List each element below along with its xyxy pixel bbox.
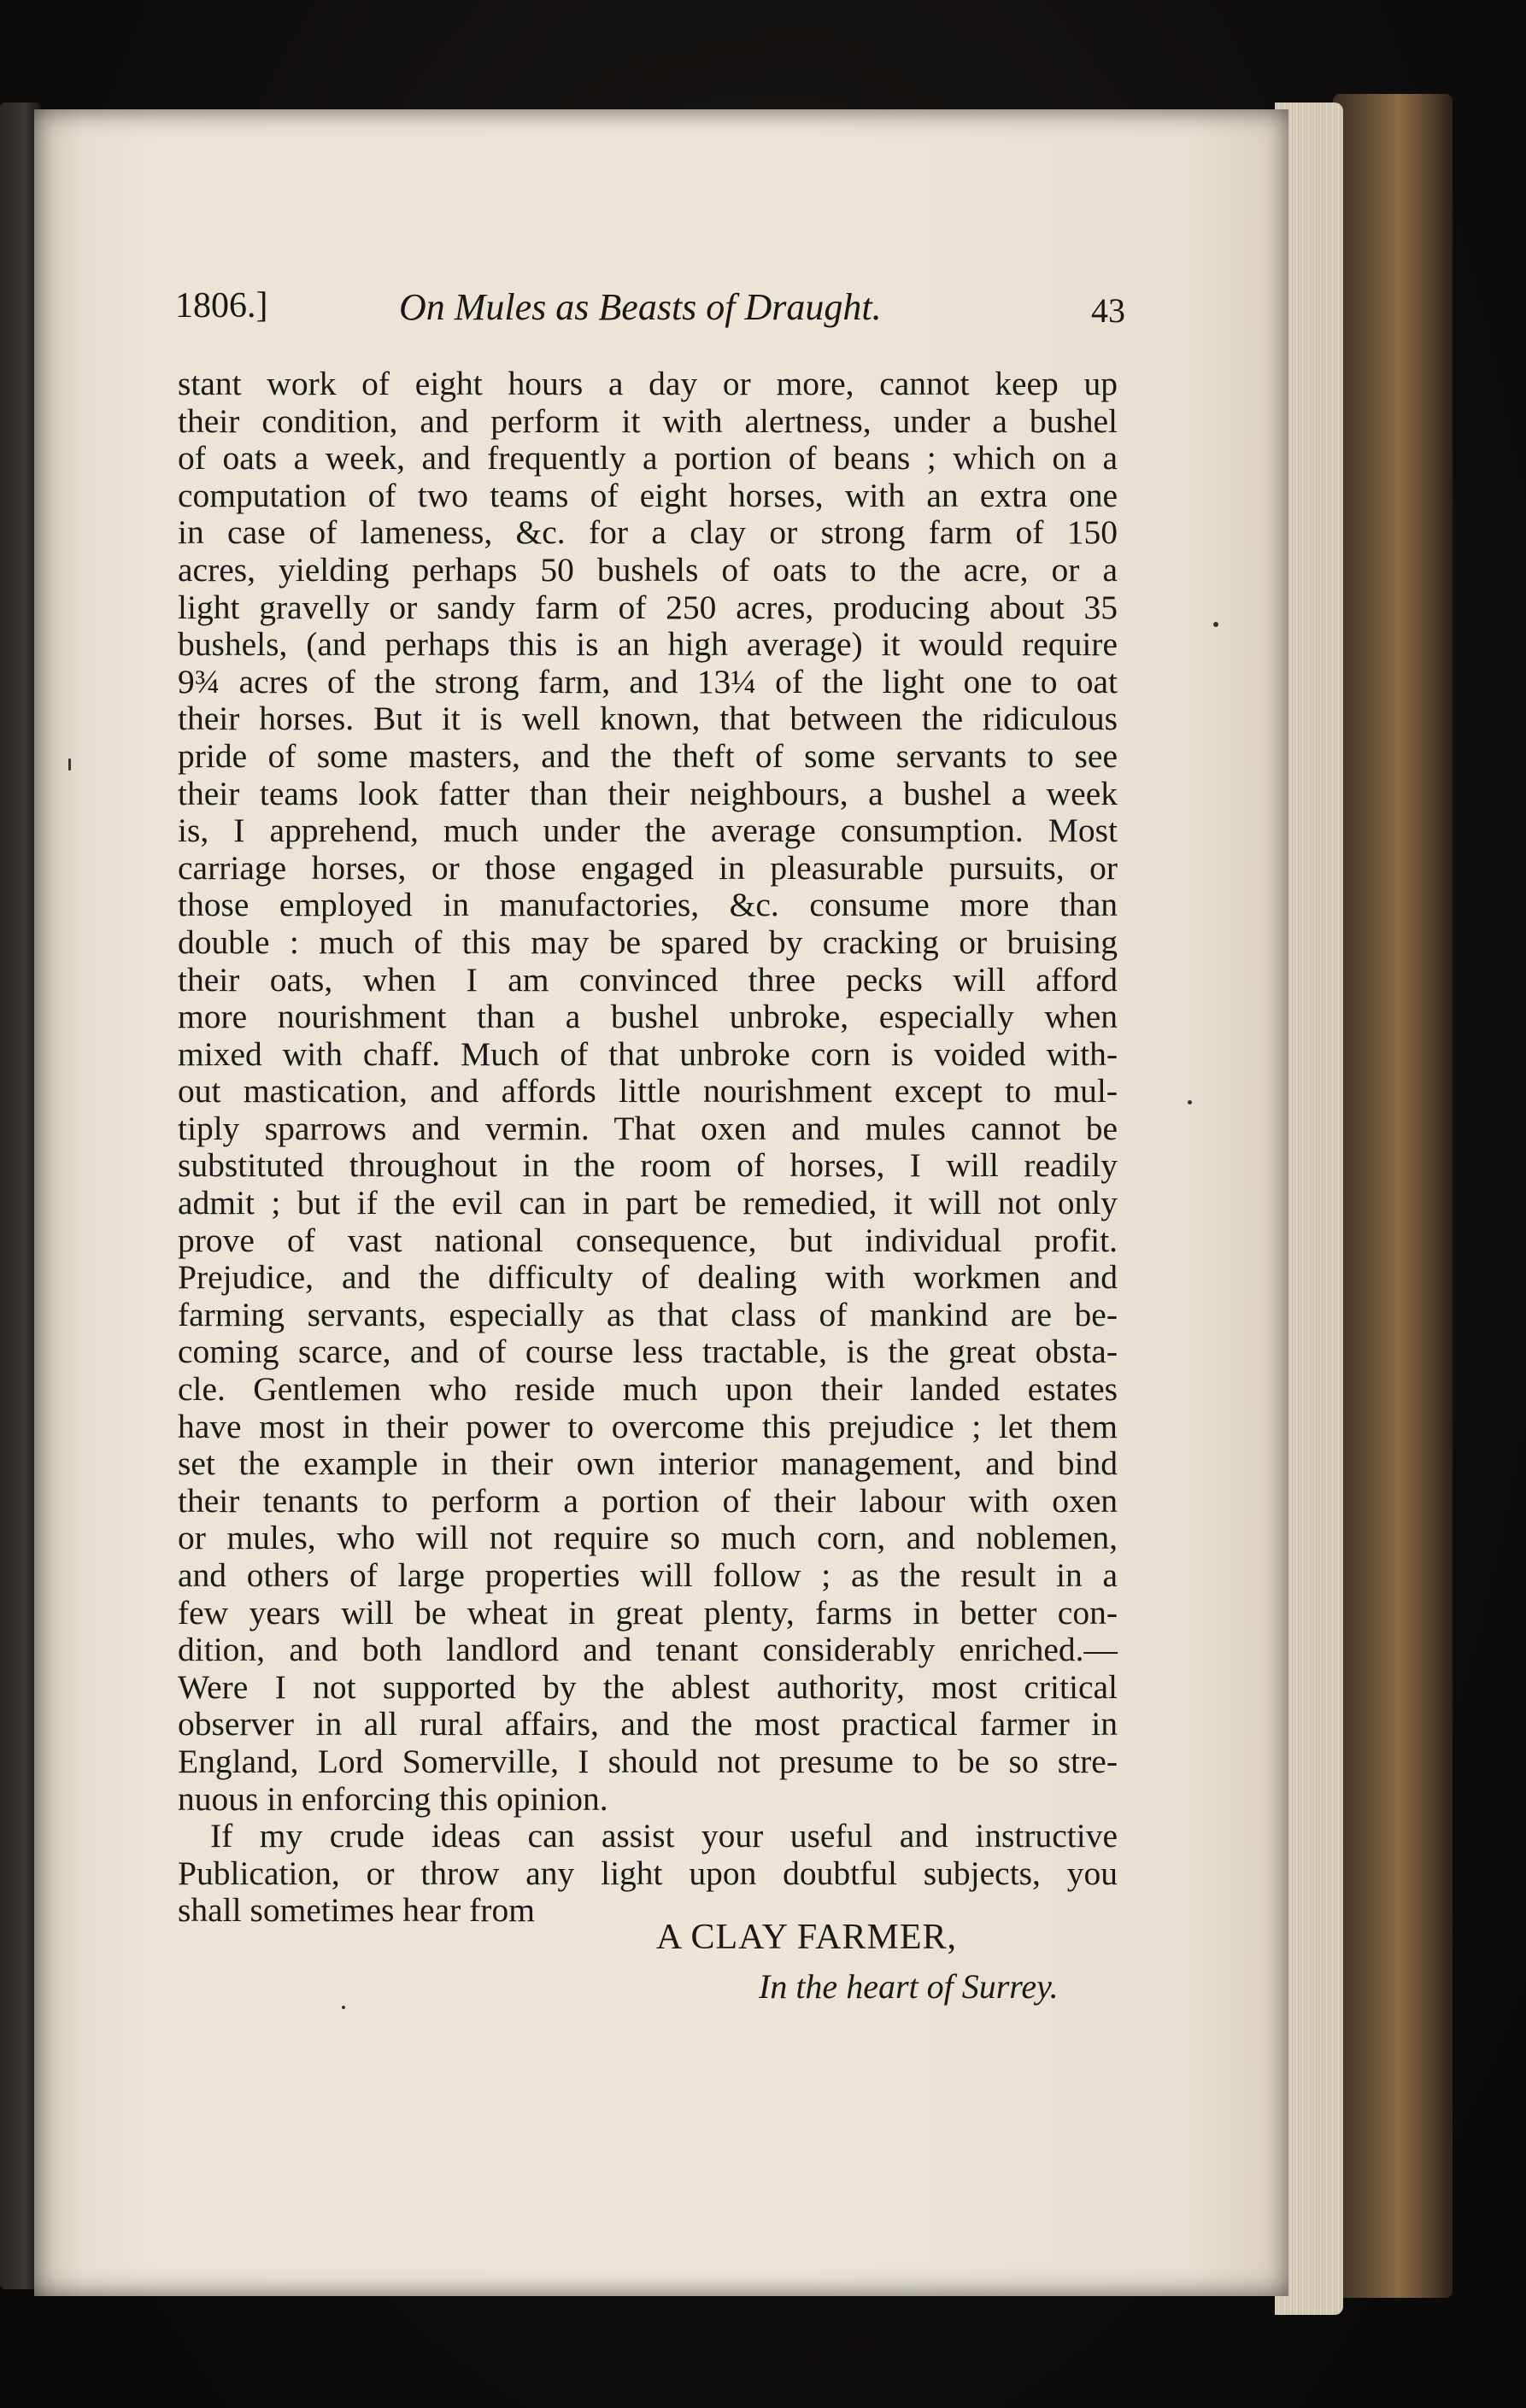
text-line: few years will be wheat in great plenty, farms in better con-: [178, 1593, 1118, 1632]
running-head-title: On Mules as Beasts of Draught.: [399, 286, 882, 328]
text-line: substituted throughout in the room of horses, I will readily: [178, 1146, 1118, 1185]
paper-speck: [1213, 622, 1218, 627]
text-line: admit ; but if the evil can in part be remedied, it will not only: [178, 1184, 1118, 1222]
text-line: mixed with chaff. Much of that unbroke corn is voided with-: [178, 1034, 1118, 1073]
text-line: and others of large properties will follow ; as the result in a: [178, 1556, 1118, 1594]
text-line: If my crude ideas can assist your useful and instructive: [210, 1817, 1118, 1855]
text-line: or mules, who will not require so much corn, and noblemen,: [178, 1519, 1118, 1557]
text-line: farming servants, especially as that class of mankind are be-: [178, 1295, 1118, 1333]
text-line: their condition, and perform it with alertness, under a bushel: [178, 401, 1118, 440]
running-head-year: 1806.]: [175, 286, 268, 325]
text-line: shall sometimes hear from: [178, 1891, 535, 1930]
text-line: 9¾ acres of the strong farm, and 13¼ of the light one to oat: [178, 662, 1118, 700]
text-line: double : much of this may be spared by cracking or bruising: [178, 923, 1118, 961]
text-line: out mastication, and affords little nourishment except to mul-: [178, 1072, 1118, 1110]
text-line: light gravelly or sandy farm of 250 acres, producing about 35: [178, 588, 1118, 626]
text-line: their teams look fatter than their neighbours, a bushel a week: [178, 774, 1118, 812]
text-line: dition, and both landlord and tenant considerably enriched.—: [178, 1631, 1118, 1669]
text-line: tiply sparrows and vermin. That oxen and mules cannot be: [178, 1109, 1118, 1147]
text-line: Prejudice, and the difficulty of dealing with workmen and: [178, 1258, 1118, 1297]
text-line: nuous in enforcing this opinion.: [178, 1779, 608, 1818]
body-text: [178, 366, 1118, 1930]
text-line: cle. Gentlemen who reside much upon their landed estates: [178, 1370, 1118, 1409]
text-line: observer in all rural affairs, and the most practical farmer in: [178, 1705, 1118, 1743]
text-line: their horses. But it is well known, that between the ridiculous: [178, 700, 1118, 738]
text-line: is, I apprehend, much under the average consumption. Most: [178, 811, 1118, 850]
signature-name: A CLAY FARMER,: [656, 1918, 958, 1957]
text-line: in case of lameness, &c. for a clay or strong farm of 150: [178, 513, 1118, 552]
paper-speck: [342, 2006, 345, 2009]
text-line: coming scarce, and of course less tractable, is the great obsta-: [178, 1333, 1118, 1371]
text-line: pride of some masters, and the theft of some servants to see: [178, 736, 1118, 775]
text-line: computation of two teams of eight horses, with an extra one: [178, 476, 1118, 514]
text-line: Publication, or throw any light upon doubtful subjects, you: [178, 1854, 1118, 1892]
book-cover-right-edge: [1333, 94, 1453, 2298]
text-line: their tenants to perform a portion of their labour with oxen: [178, 1481, 1118, 1520]
text-line: England, Lord Somerville, I should not presume to be so stre-: [178, 1742, 1118, 1780]
text-line: set the example in their own interior management, and bind: [178, 1444, 1118, 1483]
text-line: carriage horses, or those engaged in pleasurable pursuits, or: [178, 848, 1118, 887]
text-line: bushels, (and perhaps this is an high average) it would require: [178, 625, 1118, 664]
running-head: [175, 285, 1125, 337]
text-line: their oats, when I am convinced three pecks will afford: [178, 960, 1118, 999]
text-line: have most in their power to overcome this prejudice ; let them: [178, 1407, 1118, 1445]
page-number: 43: [1091, 291, 1125, 330]
paper-mark: [68, 759, 71, 770]
text-line: those employed in manufactories, &c. consume more than: [178, 886, 1118, 924]
text-line: prove of vast national consequence, but individual profit.: [178, 1221, 1118, 1259]
text-line: more nourishment than a bushel unbroke, especially when: [178, 998, 1118, 1036]
signature-place: In the heart of Surrey.: [759, 1967, 1059, 2006]
text-line: stant work of eight hours a day or more, cannot keep up: [178, 365, 1118, 402]
text-line: Were I not supported by the ablest authority, most critical: [178, 1667, 1118, 1706]
text-line: of oats a week, and frequently a portion of beans ; which on a: [178, 439, 1118, 477]
paper-speck: [1188, 1100, 1192, 1104]
text-line: acres, yielding perhaps 50 bushels of oats to the acre, or a: [178, 550, 1118, 589]
